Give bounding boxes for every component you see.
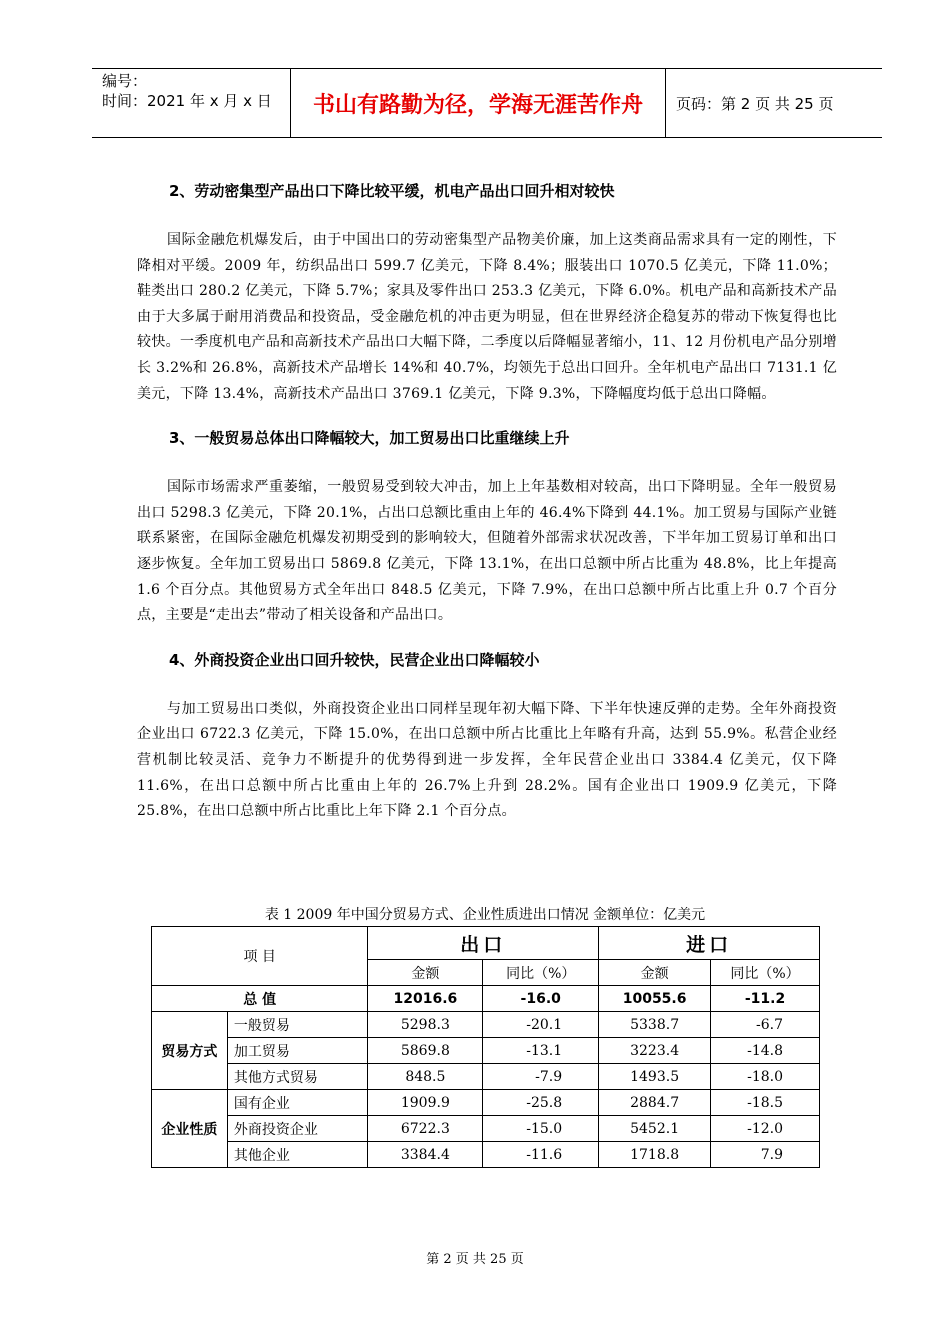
table-row [152,1116,820,1142]
section-heading-2: 2、劳动密集型产品出口下降比较平缓，机电产品出口回升相对较快 [169,182,615,200]
page-header [92,68,882,138]
import-amount: 5452.1 [599,1116,711,1142]
table-caption: 表 1 2009 年中国分贸易方式、企业性质进出口情况 金额单位：亿美元 [264,907,706,923]
table-row [152,1038,820,1064]
export-amount: 5298.3 [368,1012,483,1038]
item-header: 项 目 [152,927,368,986]
export-amount: 1909.9 [368,1090,483,1116]
table-row [152,1064,820,1090]
import-yoy: -18.0 [711,1064,820,1090]
export-yoy-header: 同比（%） [483,960,599,986]
total-import-yoy: -11.2 [711,986,820,1012]
export-amount: 3384.4 [368,1142,483,1168]
import-amount: 3223.4 [599,1038,711,1064]
import-yoy-header: 同比（%） [711,960,820,986]
number-label: 编号： [102,72,148,90]
row-label: 国有企业 [227,1090,368,1116]
import-yoy: 7.9 [711,1142,820,1168]
import-yoy: -14.8 [711,1038,820,1064]
import-yoy: -6.7 [711,1012,820,1038]
import-amount: 2884.7 [599,1090,711,1116]
document-body [137,180,837,845]
trade-table [151,926,820,1168]
export-yoy: -13.1 [483,1038,599,1064]
row-label: 其他方式贸易 [227,1064,368,1090]
table-row [152,1142,820,1168]
group-label-trade-mode: 贸易方式 [152,1012,228,1090]
import-amount: 1718.8 [599,1142,711,1168]
export-yoy: -25.8 [483,1090,599,1116]
import-amount-header: 金额 [599,960,711,986]
time-label: 时间：2021 年 x 月 x 日 [102,92,272,110]
table-row [152,1090,820,1116]
motto: 书山有路勤为径，学海无涯苦作舟 [290,69,666,137]
export-yoy: -7.9 [483,1064,599,1090]
export-amount: 6722.3 [368,1116,483,1142]
import-yoy: -18.5 [711,1090,820,1116]
export-header: 出口 [368,927,599,960]
import-amount: 5338.7 [599,1012,711,1038]
page-footer: 第 2 页 共 25 页 [426,1252,524,1267]
total-label: 总 值 [152,986,368,1012]
section-heading-4: 4、外商投资企业出口回升较快，民营企业出口降幅较小 [169,650,540,669]
import-yoy: -12.0 [711,1116,820,1142]
group-label-enterprise-type: 企业性质 [152,1090,228,1168]
section-paragraph-2: 国际金融危机爆发后，由于中国出口的劳动密集型产品物美价廉，加上这类商品需求具有一定的刚性，下降相对平缓。2009 年，纺织品出口 599.7 亿美元，下降 8.4%；服装出口 1070.5 亿美元，下降 11.0%；鞋类出口 280.2 亿美元，下降 5.7%；家具及零件出口 253.3 亿美元，下降 6.0%。机电产品和高新技术产品由于大多属于耐用消费品和投资品，受金融危机的冲击更为明显，但在世界经济企稳复苏的带动下恢复得也比较快。一季度机电产品和高新技术产品出口大幅下降，二季度以后降幅显著缩小，11、12 月份机电产品分别增长 3.2%和 26.8%，高新技术产品增长 14%和 40.7%，均领先于总出口回升。全年机电产品出口 7131.1 亿美元，下降 13.4%，高新技术产品出口 3769.1 亿美元，下降 9.3%，下降幅度均低于总出口降幅。 [137,232,837,402]
export-amount-header: 金额 [368,960,483,986]
table-header-row [152,927,820,960]
row-label: 一般贸易 [227,1012,368,1038]
import-amount: 1493.5 [599,1064,711,1090]
page-info: 页码：第 2 页 共 25 页 [676,94,834,113]
section-paragraph-4: 与加工贸易出口类似，外商投资企业出口同样呈现年初大幅下降、下半年快速反弹的走势。全年外商投资企业出口 6722.3 亿美元，下降 15.0%，在出口总额中所占比重比上年略有升高，达到 55.9%。私营企业经营机制比较灵活、竞争力不断提升的优势得到进一步发挥，全年民营企业出口 3384.4 亿美元，仅下降 11.6%，在出口总额中所占比重由上年的 26.7%上升到 28.2%。国有企业出口 1909.9 亿美元，下降 25.8%，在出口总额中所占比重比上年下降 2.1 个百分点。 [137,700,837,820]
table-row [152,1012,820,1038]
table-row-total [152,986,820,1012]
total-import-amount: 10055.6 [599,986,711,1012]
export-yoy: -20.1 [483,1012,599,1038]
export-yoy: -15.0 [483,1116,599,1142]
import-header: 进口 [599,927,820,960]
export-amount: 848.5 [368,1064,483,1090]
row-label: 其他企业 [227,1142,368,1168]
total-export-yoy: -16.0 [483,986,599,1012]
total-export-amount: 12016.6 [368,986,483,1012]
row-label: 外商投资企业 [227,1116,368,1142]
header-meta [92,69,290,137]
export-amount: 5869.8 [368,1038,483,1064]
export-yoy: -11.6 [483,1142,599,1168]
section-paragraph-3: 国际市场需求严重萎缩，一般贸易受到较大冲击，加上上年基数相对较高，出口下降明显。全年一般贸易出口 5298.3 亿美元，下降 20.1%，占出口总额比重由上年的 46.4%下降到 44.1%。加工贸易与国际产业链联系紧密，在国际金融危机爆发初期受到的影响较大，但随着外部需求状况改善，下半年加工贸易订单和出口逐步恢复。全年加工贸易出口 5869.8 亿美元，下降 13.1%，在出口总额中所占比重为 48.8%，比上年提高 1.6 个百分点。其他贸易方式全年出口 848.5 亿美元，下降 7.9%，在出口总额中所占比重上升 0.7 个百分点，主要是“走出去”带动了相关设备和产品出口。 [137,479,837,624]
section-heading-3: 3、一般贸易总体出口降幅较大，加工贸易出口比重继续上升 [169,429,570,448]
row-label: 加工贸易 [227,1038,368,1064]
